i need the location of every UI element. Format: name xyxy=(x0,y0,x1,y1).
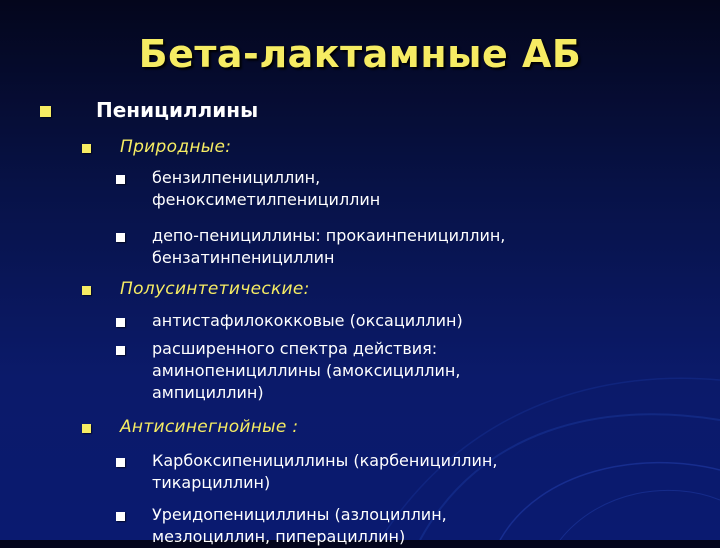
bullet-square-icon xyxy=(116,346,125,355)
slide-title: Бета-лактамные АБ xyxy=(138,32,582,76)
bullet-square-icon xyxy=(82,424,91,433)
group-label-natural: Природные: xyxy=(120,137,232,157)
list-item: бензилпенициллин, феноксиметилпенициллин xyxy=(152,168,381,209)
bullet-square-icon xyxy=(116,512,125,521)
bullet-square-icon xyxy=(116,318,125,327)
bullet-square-icon xyxy=(82,144,91,153)
list-item: расширенного спектра действия: аминопенициллины (амоксициллин, ампициллин) xyxy=(152,339,461,402)
bullet-square-icon xyxy=(82,286,91,295)
group-label-antipseudomonal: Антисинегнойные : xyxy=(120,417,299,437)
group-label-semisynthetic: Полусинтетические: xyxy=(120,279,310,299)
list-item: депо-пенициллины: прокаинпенициллин, бензатинпенициллин xyxy=(152,226,506,267)
list-item: Уреидопенициллины (азлоциллин, мезлоциллин, пиперациллин) xyxy=(152,505,447,546)
list-item: антистафилококковые (оксациллин) xyxy=(152,311,463,330)
bullet-square-icon xyxy=(116,175,125,184)
list-item: Карбоксипенициллины (карбенициллин, тикарциллин) xyxy=(152,451,498,492)
bullet-square-icon xyxy=(116,233,125,242)
heading-penicillins: Пенициллины xyxy=(96,98,259,122)
bullet-square-icon xyxy=(116,458,125,467)
bullet-square-icon xyxy=(40,106,51,117)
